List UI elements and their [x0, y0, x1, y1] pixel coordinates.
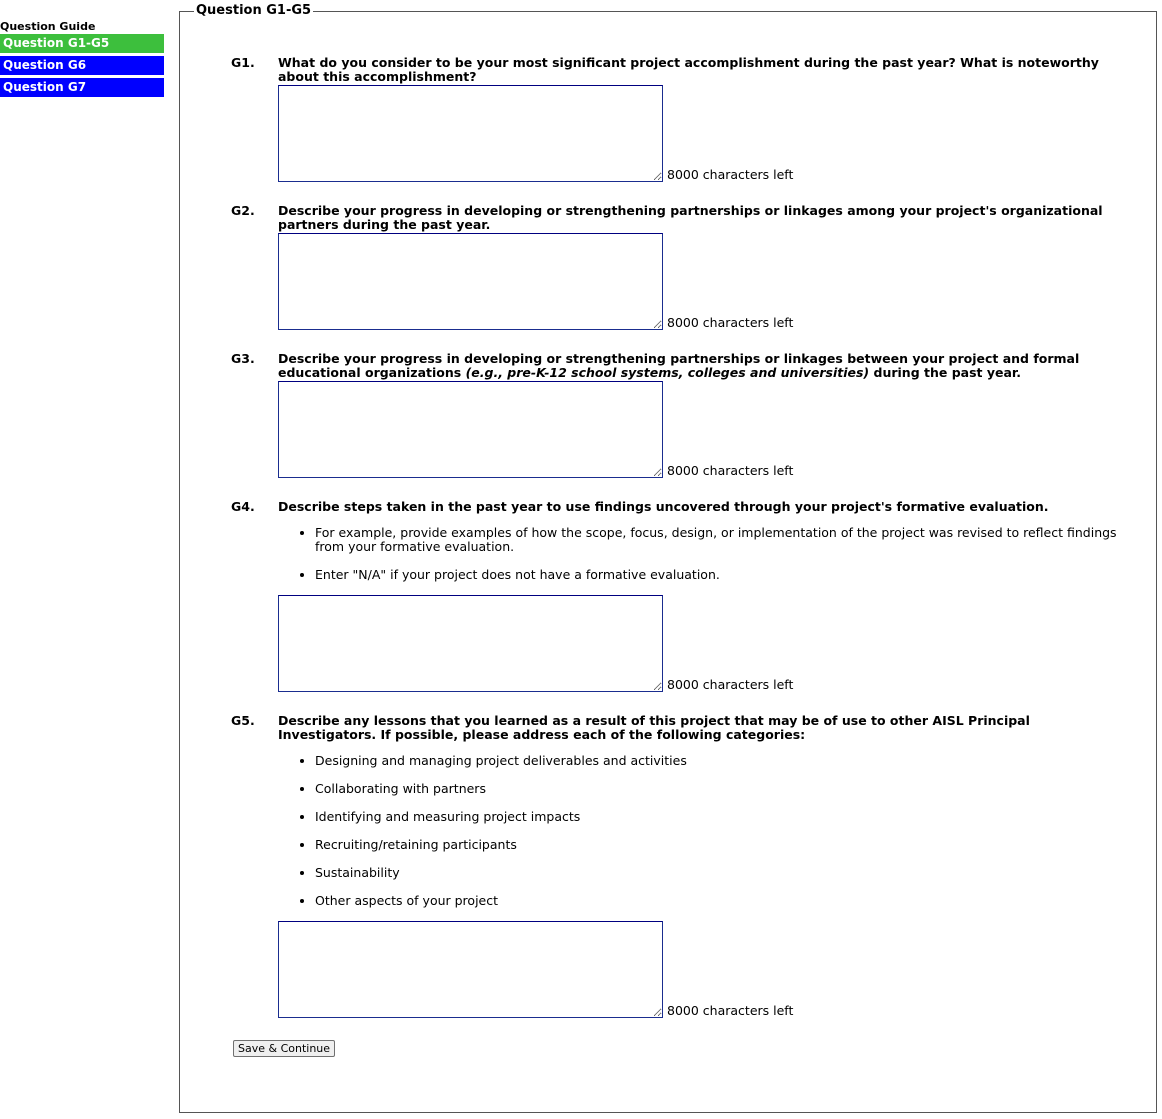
- question-text: Describe any lessons that you learned as a result of this project that may be of use to other AISL Principal Investigators. If possible, please address each of the following categories:: [278, 713, 1030, 742]
- fieldset-legend: Question G1-G5: [196, 3, 312, 18]
- question-number: G1.: [231, 55, 255, 70]
- characters-left-counter: 8000 characters left: [667, 463, 794, 478]
- list-item: • Sustainability: [315, 866, 1128, 880]
- answer-textarea-g3[interactable]: [278, 381, 663, 478]
- list-item: • Designing and managing project deliverables and activities: [315, 754, 1128, 768]
- question-text: [278, 352, 1128, 380]
- question-text-examples: (e.g., pre-K-12 school systems, colleges and universities): [465, 365, 870, 380]
- question-number: G5.: [231, 713, 255, 728]
- question-text-part: during the past year.: [869, 365, 1022, 380]
- question-guide-sidebar: [0, 20, 164, 100]
- question-guide-title: Question Guide: [0, 20, 96, 33]
- question-number: G4.: [231, 499, 255, 514]
- characters-left-counter: 8000 characters left: [667, 677, 794, 692]
- question-text: Describe steps taken in the past year to use findings uncovered through your project's formative evaluation.: [278, 499, 1049, 514]
- question-text-part: Describe your progress in developing or strengthening partnerships or linkages between your project and formal educational organizations: [278, 351, 1080, 380]
- list-item: • For example, provide examples of how the scope, focus, design, or implementation of the project was revised to reflect findings from your formative evaluation.: [315, 526, 1128, 554]
- characters-left-counter: 8000 characters left: [667, 1003, 794, 1018]
- question-text: What do you consider to be your most significant project accomplishment during the past year? What is noteworthy about this accomplishment?: [278, 55, 1099, 84]
- question-text: Describe your progress in developing or strengthening partnerships or linkages among your project's organizational partners during the past year.: [278, 203, 1103, 232]
- list-item: • Recruiting/retaining participants: [315, 838, 1128, 852]
- guidance-list: [278, 526, 1128, 582]
- question-number: G3.: [231, 351, 255, 366]
- nav-item-question-g6[interactable]: Question G6: [0, 56, 164, 75]
- characters-left-counter: 8000 characters left: [667, 167, 794, 182]
- nav-item-question-g7[interactable]: Question G7: [0, 78, 164, 97]
- categories-list: [278, 754, 1128, 908]
- list-item: • Other aspects of your project: [315, 894, 1128, 908]
- question-number: G2.: [231, 203, 255, 218]
- list-item: • Collaborating with partners: [315, 782, 1128, 796]
- save-continue-button[interactable]: Save & Continue: [233, 1040, 335, 1057]
- answer-textarea-g4[interactable]: [278, 595, 663, 692]
- answer-textarea-g2[interactable]: [278, 233, 663, 330]
- nav-item-question-g1-g5[interactable]: Question G1-G5: [0, 34, 164, 53]
- characters-left-counter: 8000 characters left: [667, 315, 794, 330]
- answer-textarea-g5[interactable]: [278, 921, 663, 1018]
- list-item: • Identifying and measuring project impacts: [315, 810, 1128, 824]
- list-item: • Enter "N/A" if your project does not have a formative evaluation.: [315, 568, 1128, 582]
- answer-textarea-g1[interactable]: [278, 85, 663, 182]
- questions-fieldset: [179, 3, 1157, 1113]
